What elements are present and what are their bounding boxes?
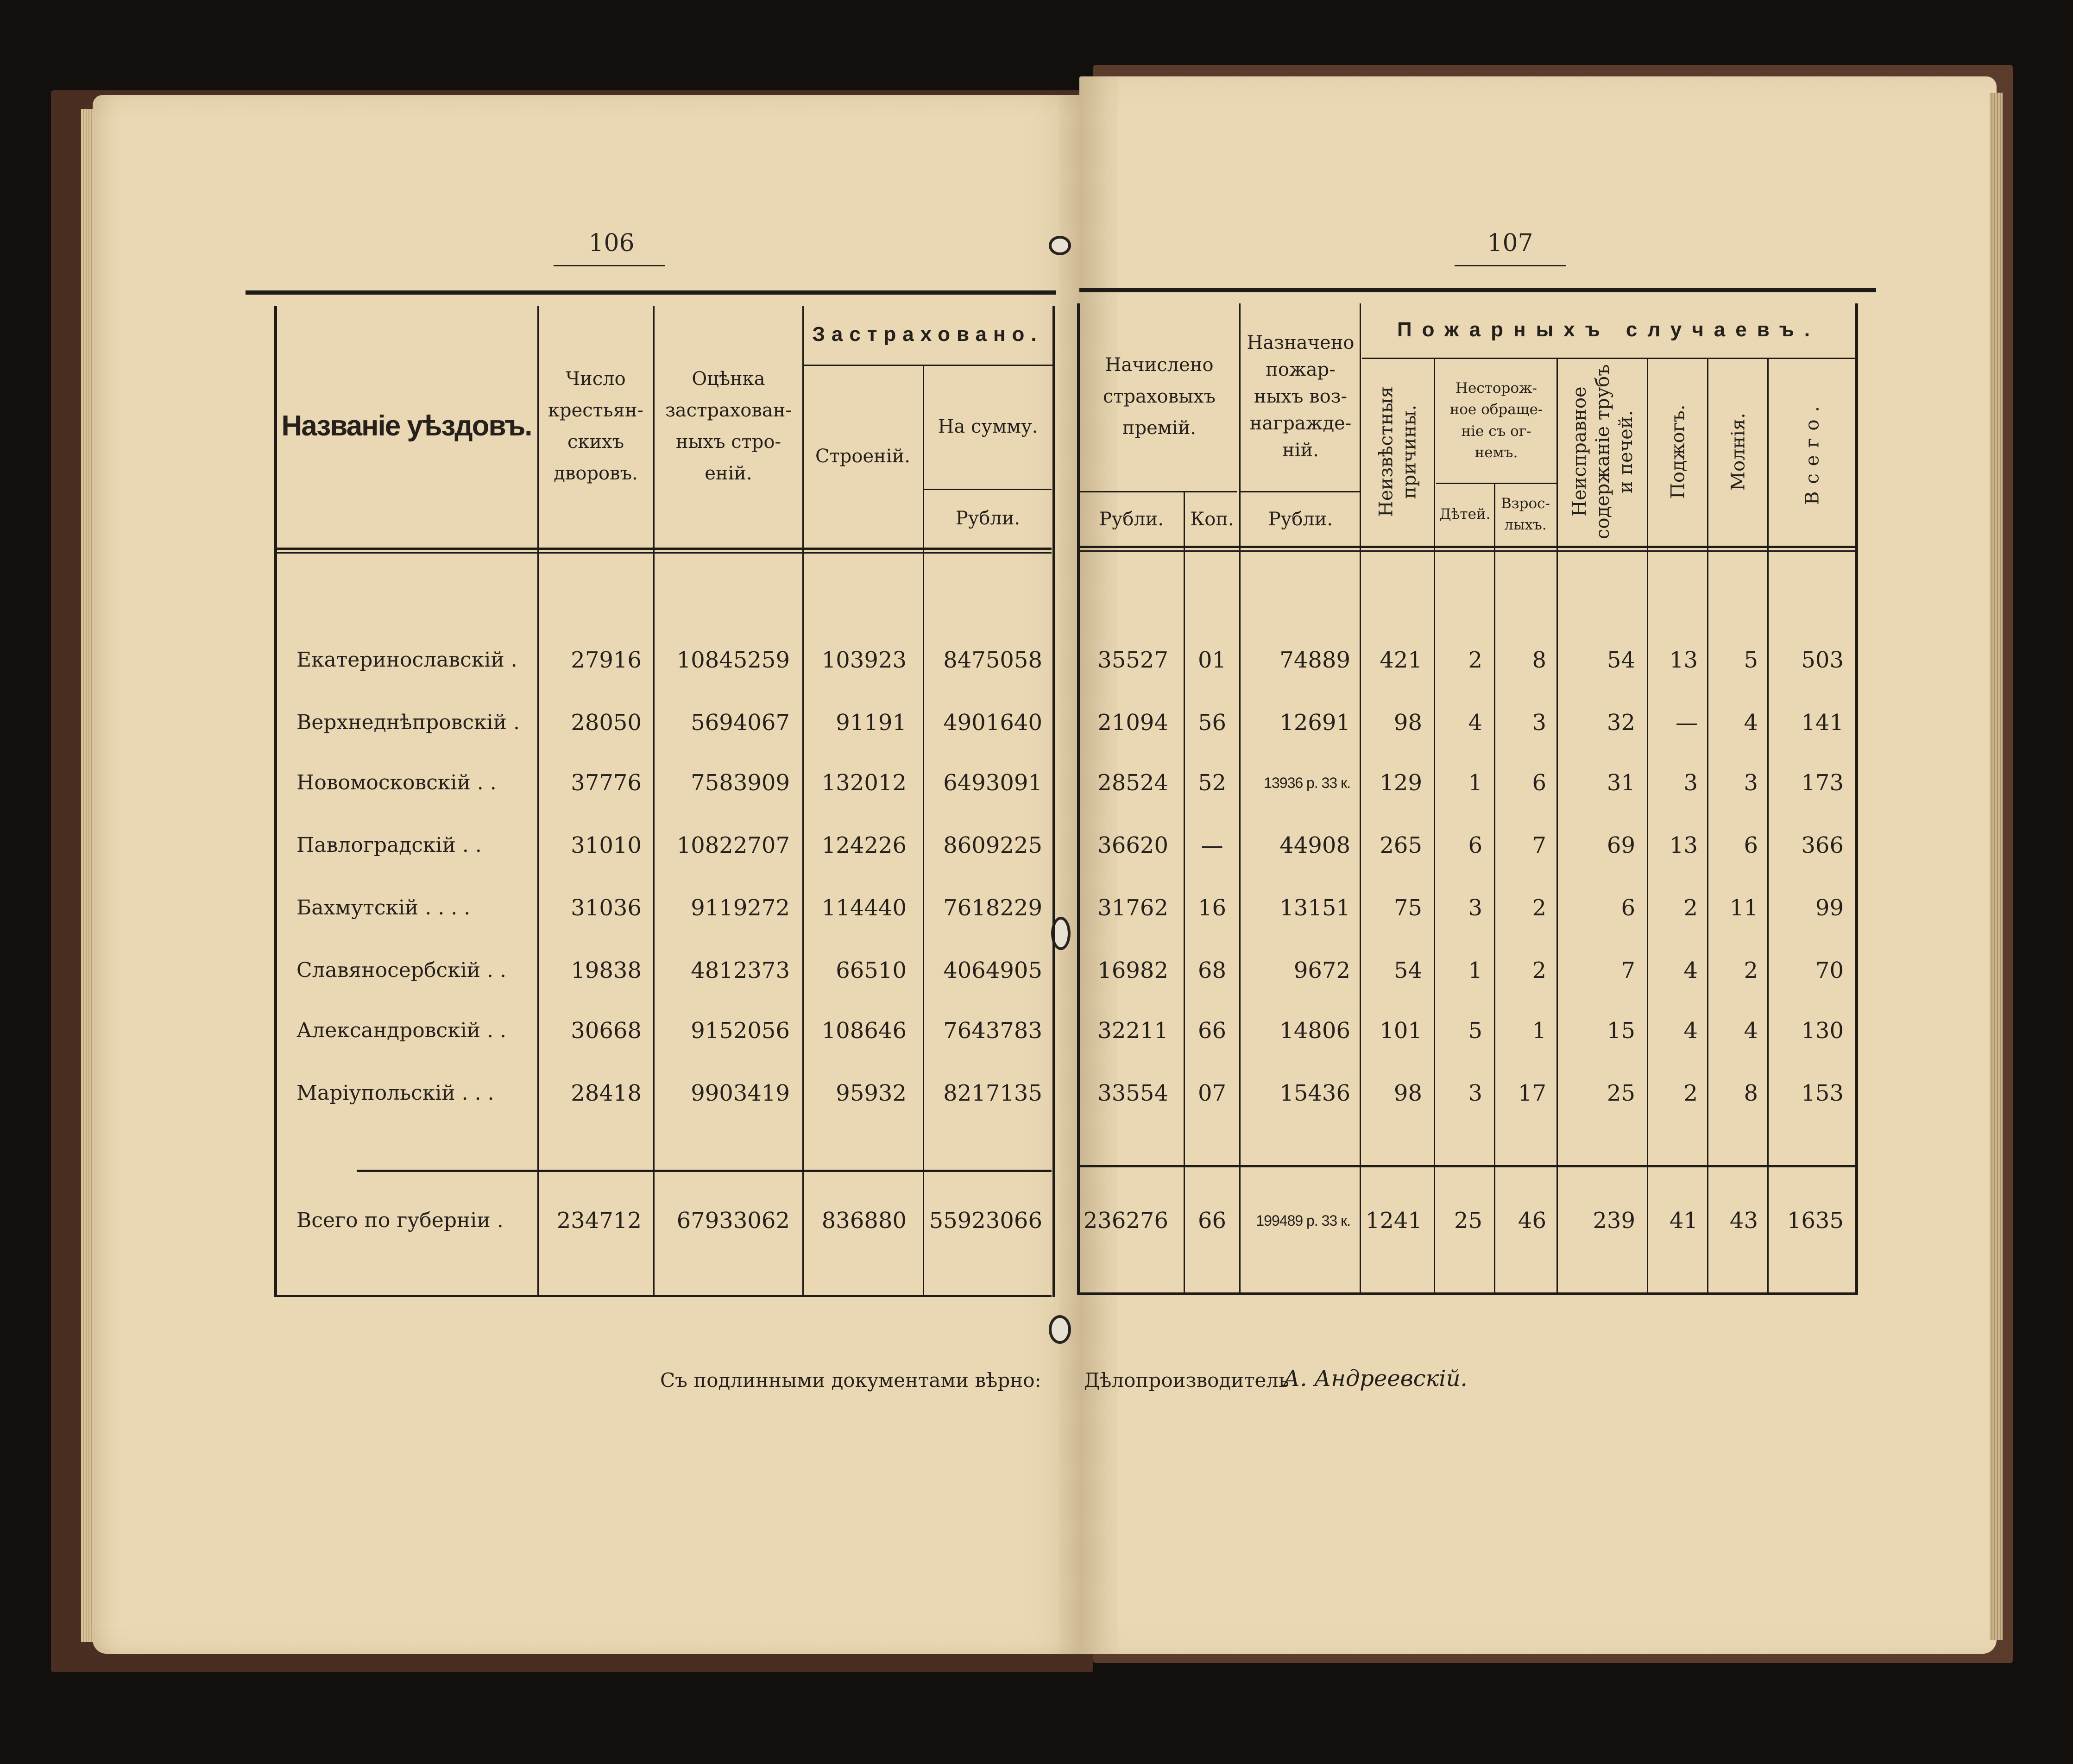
cell-faulty: 6 — [1621, 895, 1635, 921]
cell-children: 3 — [1468, 895, 1482, 921]
cell-children: 5 — [1468, 1018, 1482, 1044]
cell-arson: 2 — [1683, 895, 1698, 921]
cell-adults: 7 — [1532, 832, 1546, 858]
col-line-13 — [1647, 359, 1648, 1295]
footer-clerk-title: Дѣлопроизводитель — [1084, 1369, 1289, 1392]
cell-awards: 14806 — [1279, 1018, 1350, 1044]
cell-buildings: 836880 — [821, 1208, 907, 1234]
cell-name: Павлоградскій . . — [296, 833, 482, 857]
cell-sum: 55923066 — [929, 1208, 1042, 1234]
cell-unknown: 265 — [1380, 832, 1422, 858]
cell-sum: 7643783 — [943, 1018, 1042, 1044]
cell-awards: 13936 р. 33 к. — [1264, 775, 1350, 791]
cell-lightning: 2 — [1744, 958, 1758, 983]
cell-name: Бахмутскій . . . . — [296, 896, 471, 920]
cell-households: 28050 — [571, 710, 642, 736]
cell-faulty: 31 — [1607, 770, 1635, 796]
cell-valuation: 9152056 — [691, 1018, 790, 1044]
cell-lightning: 43 — [1729, 1208, 1758, 1234]
cell-name: Александровскій . . — [296, 1019, 507, 1042]
cell-households: 234712 — [556, 1208, 642, 1234]
cell-total: 130 — [1801, 1018, 1844, 1044]
cell-children: 4 — [1468, 710, 1482, 736]
cell-faulty: 15 — [1607, 1018, 1635, 1044]
cell-total: 141 — [1801, 710, 1844, 736]
cell-prem-rub: 32211 — [1097, 1018, 1168, 1044]
totals-rule-right — [1079, 1165, 1858, 1167]
footer-clerk-name: А. Андреевскій. — [1283, 1366, 1468, 1392]
binding-thread-top — [1052, 239, 1068, 252]
cell-lightning: 6 — [1744, 832, 1758, 858]
cell-prem-kop: 07 — [1197, 1080, 1227, 1106]
col-line-11 — [1494, 483, 1495, 1295]
cell-buildings: 124226 — [821, 832, 907, 858]
cell-name: Верхнеднѣпровскій . — [296, 711, 520, 734]
col-line-2 — [653, 306, 655, 1297]
cell-awards: 15436 — [1279, 1080, 1350, 1106]
header-peasant-households: Число крестьян- скихъ дворовъ. — [548, 368, 643, 484]
cell-total: 173 — [1801, 770, 1844, 796]
cell-lightning: 4 — [1744, 1018, 1758, 1044]
cell-buildings: 114440 — [821, 895, 907, 921]
cell-total: 1635 — [1787, 1208, 1844, 1234]
header-awards-group: Назначено пожар- ныхъ воз- награжде- ній. — [1247, 332, 1355, 461]
cell-children: 2 — [1468, 647, 1482, 673]
header-bottom-rule-left-2 — [276, 552, 1052, 554]
cell-buildings: 66510 — [836, 958, 907, 983]
cell-households: 31036 — [571, 895, 642, 921]
cell-prem-kop: 56 — [1197, 710, 1227, 736]
cell-adults: 17 — [1518, 1080, 1546, 1106]
cell-sum: 4064905 — [943, 958, 1042, 983]
cell-name: Маріупольскій . . . — [296, 1081, 494, 1105]
cell-arson: 4 — [1683, 1018, 1698, 1044]
cell-unknown: 98 — [1393, 1080, 1422, 1106]
cell-sum: 7618229 — [943, 895, 1042, 921]
cell-arson: 13 — [1669, 832, 1698, 858]
cell-households: 19838 — [571, 958, 642, 983]
cell-faulty: 25 — [1607, 1080, 1635, 1106]
cell-households: 27916 — [571, 647, 642, 673]
left-page-number-underline — [554, 265, 665, 266]
cell-buildings: 103923 — [821, 647, 907, 673]
cell-unknown: 101 — [1380, 1018, 1422, 1044]
binding-thread-middle — [1054, 920, 1068, 947]
cell-prem-kop: 66 — [1197, 1208, 1227, 1234]
cell-adults: 46 — [1518, 1208, 1546, 1234]
cell-name: Всего по губерніи . — [296, 1209, 504, 1232]
cell-adults: 2 — [1532, 958, 1546, 983]
cell-unknown: 54 — [1393, 958, 1422, 983]
cell-prem-rub: 236276 — [1083, 1208, 1168, 1234]
table-bottom-rule-right — [1079, 1292, 1858, 1295]
cell-lightning: 4 — [1744, 710, 1758, 736]
cell-faulty: 32 — [1607, 710, 1635, 736]
cell-prem-rub: 28524 — [1097, 770, 1168, 796]
cell-total: 70 — [1815, 958, 1844, 983]
cell-awards: 13151 — [1279, 895, 1350, 921]
totals-rule-left — [357, 1170, 1052, 1172]
col-line-7 — [1184, 491, 1185, 1295]
cell-prem-kop: 01 — [1197, 647, 1227, 673]
col-line-15 — [1767, 359, 1769, 1295]
header-insured-buildings: Строеній. — [815, 446, 910, 467]
header-premiums-rub: Рубли. — [1099, 508, 1164, 530]
cell-households: 31010 — [571, 832, 642, 858]
table-top-rule-left — [246, 290, 1056, 295]
cell-prem-kop: 52 — [1197, 770, 1227, 796]
left-page-number: 106 — [588, 229, 635, 257]
header-insured-valuation: Оцѣнка застрахован- ныхъ стро- еній. — [665, 368, 792, 484]
header-awards-rub: Рубли. — [1268, 508, 1333, 530]
cell-households: 30668 — [571, 1018, 642, 1044]
cell-prem-rub: 33554 — [1097, 1080, 1168, 1106]
cell-awards: 9672 — [1293, 958, 1350, 983]
cell-name: Екатеринославскій . — [296, 648, 517, 672]
cell-arson: 13 — [1669, 647, 1698, 673]
footer-certification: Съ подлинными документами вѣрно: — [660, 1369, 1041, 1392]
cell-sum: 8217135 — [943, 1080, 1042, 1106]
header-insured-sum-unit: Рубли. — [955, 508, 1021, 529]
cell-valuation: 10822707 — [676, 832, 790, 858]
header-fires-careless-adults: Взрос- лыхъ. — [1500, 495, 1550, 533]
col-line-1 — [537, 306, 539, 1297]
cell-faulty: 7 — [1621, 958, 1635, 983]
cell-faulty: 54 — [1607, 647, 1635, 673]
col-line-0 — [274, 306, 277, 1297]
cell-valuation: 9903419 — [691, 1080, 790, 1106]
cell-faulty: 69 — [1607, 832, 1635, 858]
col-line-10 — [1434, 359, 1435, 1295]
cell-arson: — — [1676, 710, 1698, 736]
header-fires-arson: Поджогъ. — [1667, 404, 1689, 499]
header-bottom-rule-right-2 — [1079, 550, 1858, 552]
header-insured-sum: На сумму. — [938, 416, 1038, 437]
col-line-14 — [1707, 359, 1708, 1295]
cell-children: 25 — [1454, 1208, 1482, 1234]
cell-prem-kop: — — [1201, 832, 1223, 858]
cell-households: 37776 — [571, 770, 642, 796]
cell-total: 153 — [1801, 1080, 1844, 1106]
right-page-number: 107 — [1487, 229, 1533, 257]
header-fires-careless: Несторож- ное обраще- ніе съ ог- немъ. — [1449, 379, 1543, 461]
header-premiums-kop: Коп. — [1190, 508, 1234, 530]
cell-buildings: 108646 — [821, 1018, 907, 1044]
cell-unknown: 98 — [1393, 710, 1422, 736]
cell-unknown: 421 — [1380, 647, 1422, 673]
header-district-name: Названіе уѣздовъ. — [281, 410, 532, 442]
col-line-12 — [1556, 359, 1558, 1295]
col-line-5 — [1052, 306, 1055, 1297]
cell-total: 99 — [1815, 895, 1844, 921]
cell-buildings: 91191 — [836, 710, 907, 736]
cell-valuation: 67933062 — [676, 1208, 790, 1234]
cell-prem-rub: 36620 — [1097, 832, 1168, 858]
cell-prem-rub: 31762 — [1097, 895, 1168, 921]
cell-total: 366 — [1801, 832, 1844, 858]
cell-children: 1 — [1468, 958, 1482, 983]
cell-name: Славяносербскій . . — [296, 958, 507, 982]
cell-prem-kop: 66 — [1197, 1018, 1227, 1044]
cell-awards: 199489 р. 33 к. — [1256, 1212, 1350, 1229]
header-bottom-rule-right — [1079, 546, 1858, 548]
cell-children: 3 — [1468, 1080, 1482, 1106]
col-line-16 — [1855, 303, 1858, 1295]
cell-valuation: 4812373 — [691, 958, 790, 983]
header-bottom-rule-left — [276, 548, 1052, 550]
cell-awards: 74889 — [1279, 647, 1350, 673]
col-line-9 — [1360, 303, 1361, 1295]
cell-buildings: 95932 — [836, 1080, 907, 1106]
cell-arson: 2 — [1683, 1080, 1698, 1106]
cell-sum: 6493091 — [943, 770, 1042, 796]
table-bottom-rule-left — [276, 1295, 1052, 1297]
cell-adults: 6 — [1532, 770, 1546, 796]
cell-valuation: 10845259 — [676, 647, 790, 673]
cell-households: 28418 — [571, 1080, 642, 1106]
cell-buildings: 132012 — [821, 770, 907, 796]
table-top-rule-right — [1079, 288, 1876, 292]
cell-name: Новомосковскій . . — [296, 771, 497, 794]
cell-lightning: 8 — [1744, 1080, 1758, 1106]
cell-unknown: 129 — [1380, 770, 1422, 796]
cell-sum: 4901640 — [943, 710, 1042, 736]
header-fires-unknown: Неизвѣстныя причины. — [1375, 386, 1420, 517]
page-edges-right — [1990, 93, 2003, 1640]
cell-valuation: 7583909 — [691, 770, 790, 796]
cell-sum: 8609225 — [943, 832, 1042, 858]
header-fires-faulty: Неисправное содержаніе трубъ и печей. — [1569, 364, 1637, 539]
cell-lightning: 11 — [1729, 895, 1758, 921]
header-premiums-group: Начислено страховыхъ премій. — [1103, 354, 1216, 439]
cell-prem-rub: 35527 — [1097, 647, 1168, 673]
cell-faulty: 239 — [1593, 1208, 1635, 1234]
cell-prem-rub: 21094 — [1097, 710, 1168, 736]
cell-adults: 8 — [1532, 647, 1546, 673]
cell-children: 1 — [1468, 770, 1482, 796]
cell-awards: 12691 — [1279, 710, 1350, 736]
cell-prem-rub: 16982 — [1097, 958, 1168, 983]
col-line-8 — [1239, 303, 1241, 1295]
cell-adults: 1 — [1532, 1018, 1546, 1044]
cell-arson: 41 — [1669, 1208, 1698, 1234]
cell-adults: 2 — [1532, 895, 1546, 921]
cell-prem-kop: 16 — [1197, 895, 1227, 921]
cell-unknown: 75 — [1393, 895, 1422, 921]
cell-lightning: 5 — [1744, 647, 1758, 673]
cell-awards: 44908 — [1279, 832, 1350, 858]
cell-prem-kop: 68 — [1197, 958, 1227, 983]
header-fires-total: Всего. — [1802, 398, 1823, 505]
header-fires-group: Пожарныхъ случаевъ. — [1397, 318, 1820, 341]
cell-arson: 4 — [1683, 958, 1698, 983]
cell-valuation: 5694067 — [691, 710, 790, 736]
header-insured-group: Застраховано. — [812, 323, 1043, 346]
cell-lightning: 3 — [1744, 770, 1758, 796]
cell-adults: 3 — [1532, 710, 1546, 736]
cell-arson: 3 — [1683, 770, 1698, 796]
header-fires-lightning: Молнія. — [1727, 413, 1749, 491]
binding-thread-bottom — [1052, 1318, 1068, 1341]
cell-sum: 8475058 — [943, 647, 1042, 673]
cell-children: 6 — [1468, 832, 1482, 858]
cell-unknown: 1241 — [1365, 1208, 1422, 1234]
cell-valuation: 9119272 — [691, 895, 790, 921]
header-fires-careless-children: Дѣтей. — [1439, 505, 1491, 523]
right-page-number-underline — [1455, 265, 1566, 266]
cell-total: 503 — [1801, 647, 1844, 673]
